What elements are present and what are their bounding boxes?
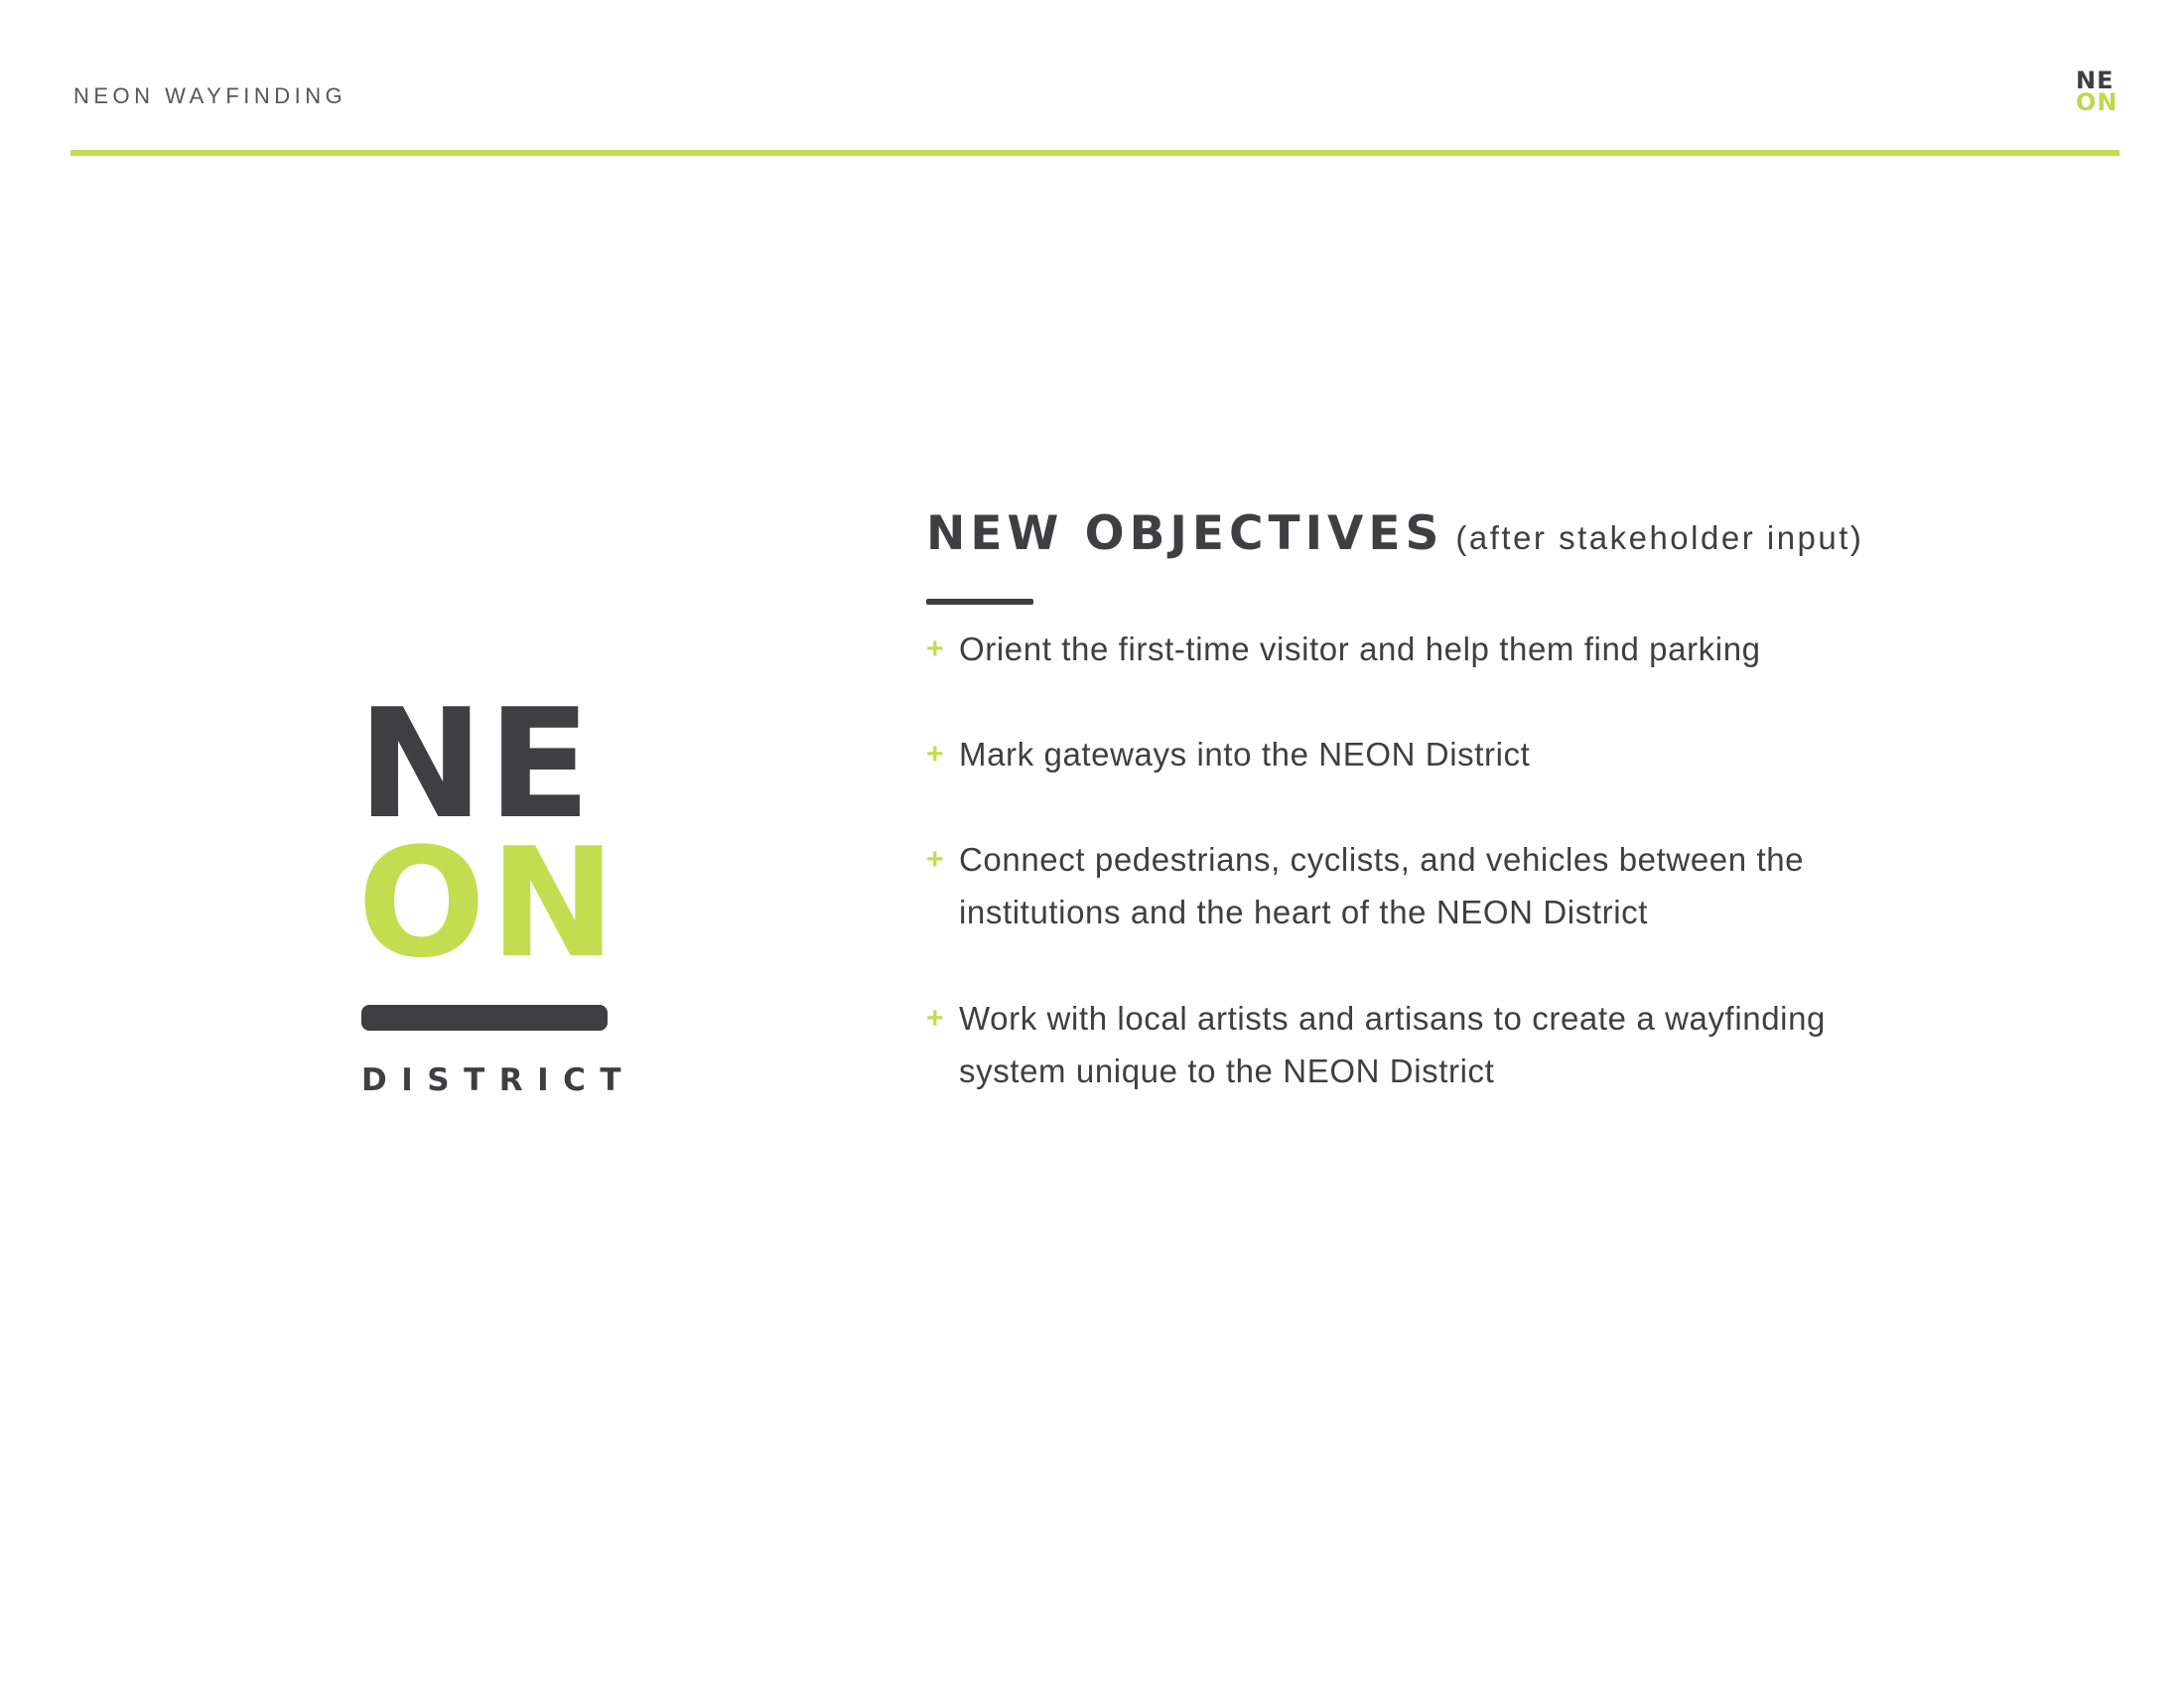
neon-small-logo (2076, 67, 2123, 116)
objective-text-line-1: Connect pedestrians, cyclists, and vehicles between the (959, 841, 1805, 878)
header-divider (70, 150, 2119, 156)
small-logo-line-1: NE (2076, 67, 2115, 94)
logo-bar (361, 1005, 608, 1031)
objective-item (926, 728, 2038, 780)
plus-bullet-icon: + (926, 1002, 945, 1035)
objective-text-line-1: Orient the first-time visitor and help them find parking (959, 631, 1761, 667)
logo-text-ne: NE (357, 676, 596, 852)
logo-subtitle-district: DISTRICT (361, 1062, 636, 1098)
plus-bullet-icon: + (926, 633, 945, 665)
heading-underline (926, 599, 1033, 605)
plus-bullet-icon: + (926, 843, 945, 876)
objectives-list (926, 623, 2038, 1097)
objective-text-line-2: system unique to the NEON District (959, 1053, 1495, 1089)
objectives-heading (926, 504, 2038, 575)
logo-text-on: ON (357, 815, 620, 991)
document-header-title: NEON WAYFINDING (73, 83, 347, 108)
objective-item (926, 992, 2038, 1097)
objectives-title: NEW OBJECTIVES (926, 506, 1444, 561)
objective-item (926, 833, 2038, 938)
objective-text-line-1: Work with local artists and artisans to create a wayfinding (959, 1000, 1827, 1037)
small-logo-line-2: ON (2076, 88, 2118, 116)
objectives-title-note: (after stakeholder input) (1455, 519, 1864, 556)
objectives-section (926, 504, 2038, 1151)
objective-text-line-2: institutions and the heart of the NEON District (959, 894, 1649, 930)
objective-item (926, 623, 2038, 675)
objective-text-line-1: Mark gateways into the NEON District (959, 736, 1531, 773)
plus-bullet-icon: + (926, 738, 945, 771)
